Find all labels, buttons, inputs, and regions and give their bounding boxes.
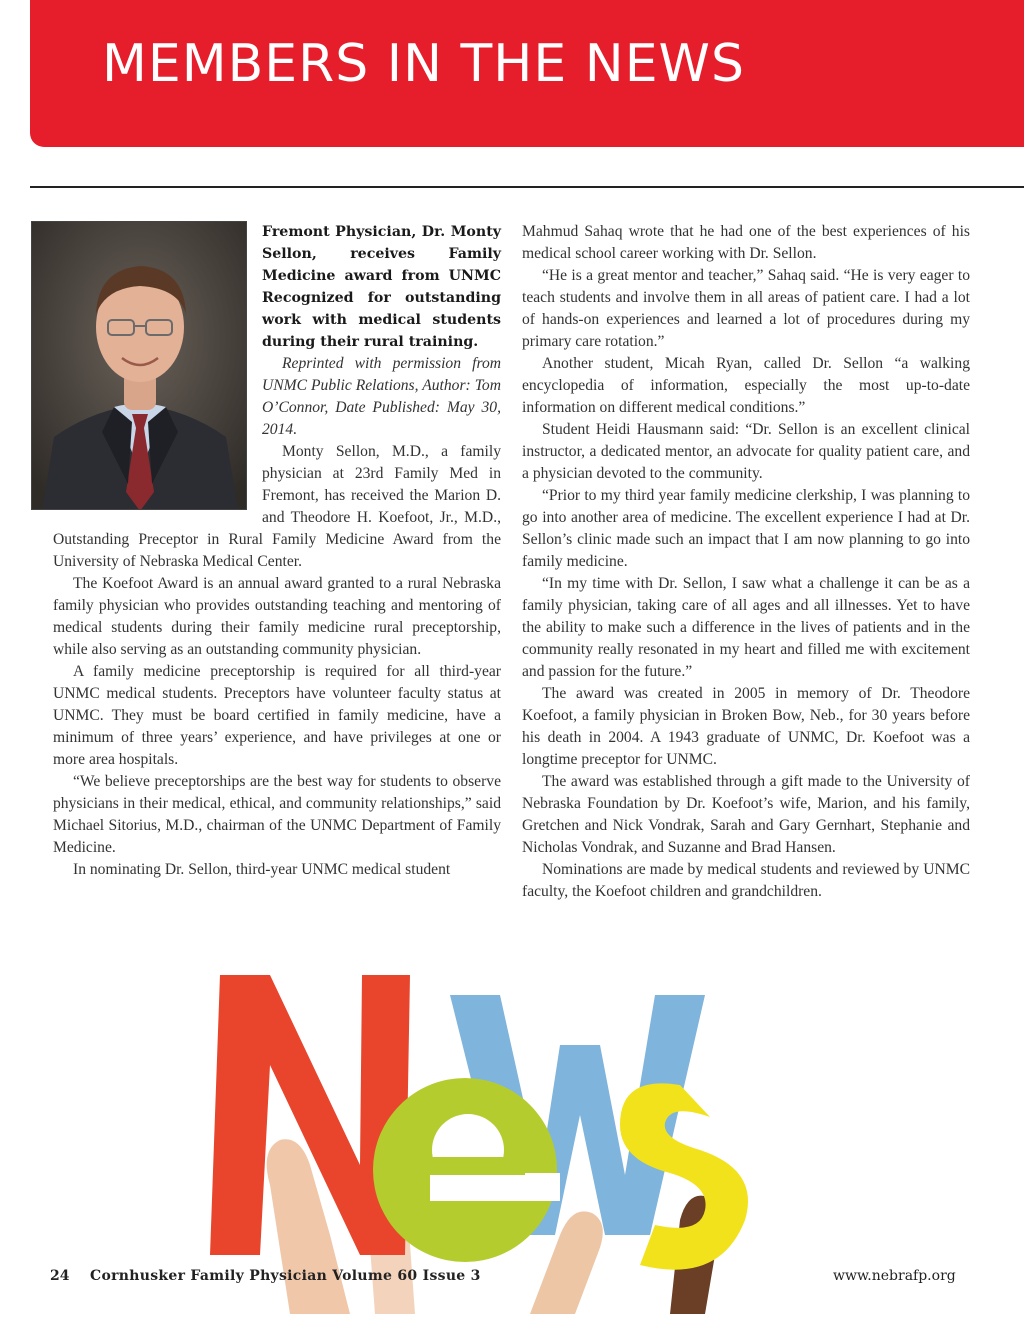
article-paragraph: Another student, Micah Ryan, called Dr. Sellon “a walking encyclopedia of information, especially the most up-to-date information on different medical conditions.” bbox=[522, 355, 970, 416]
news-illustration bbox=[200, 935, 800, 1314]
article-paragraph: “We believe preceptorships are the best way for students to observe physicians in their medical, ethical, and community relationships,” said Michael Sitorius, M.D., chairman of the UNMC Department of Family Medicine. bbox=[53, 773, 501, 856]
article-paragraph: Student Heidi Hausmann said: “Dr. Sellon is an excellent clinical instructor, a dedicated mentor, an advocate for quality patient care, and a physician devoted to the community. bbox=[522, 421, 970, 482]
page-footer bbox=[0, 1262, 1024, 1292]
page-title: MEMBERS IN THE NEWS bbox=[102, 34, 745, 94]
header-banner bbox=[30, 0, 1024, 147]
article-paragraph: The Koefoot Award is an annual award granted to a rural Nebraska family physician who provides outstanding teaching and mentoring of medical students during their family medicine rural preceptorship, while also serving as an outstanding community physician. bbox=[53, 575, 501, 658]
article-headline: Fremont Physician, Dr. Monty Sellon, receives Family Medicine award from UNMC Recognized for outstanding work with medical students during their rural training. bbox=[262, 224, 501, 350]
article-paragraph: “Prior to my third year family medicine clerkship, I was planning to go into another area of medicine. The excellent experience I had at Dr. Sellon’s clinic made such an impact that I am now planning to go into family medicine. bbox=[522, 487, 970, 570]
article-paragraph: The award was established through a gift made to the University of Nebraska Foundation by Dr. Koefoot’s wife, Marion, and his family, Gretchen and Nick Vondrak, Sarah and Gary Gernhart, Stephanie and Nicholas Vondrak, and Suzanne and Brad Hansen. bbox=[522, 773, 970, 856]
header-divider bbox=[30, 186, 1024, 188]
news-letters-artwork bbox=[200, 935, 800, 1314]
portrait-photo bbox=[31, 221, 247, 510]
article-paragraph: Mahmud Sahaq wrote that he had one of the best experiences of his medical school career working with Dr. Sellon. bbox=[522, 223, 970, 262]
article-left-column bbox=[53, 221, 501, 881]
article-paragraph: “In my time with Dr. Sellon, I saw what a challenge it can be as a family physician, taking care of all ages and all illnesses. Yet to have the ability to make such a difference in the lives of patients and in the community really resonated in my heart and filled me with excitement and passion for the future.” bbox=[522, 575, 970, 680]
article-paragraph: The award was created in 2005 in memory of Dr. Theodore Koefoot, a family physician in Broken Bow, Neb., for 30 years before his death in 2004. A 1943 graduate of UNMC, Dr. Koefoot was a longtime preceptor for UNMC. bbox=[522, 685, 970, 768]
article-paragraph: A family medicine preceptorship is required for all third-year UNMC medical students. Preceptors have volunteer faculty status at UNMC. They must be board certified in family medicine, have a minimum of three years’ experience, and have privileges at one or more area hospitals. bbox=[53, 663, 501, 768]
publication-name: Cornhusker Family Physician Volume 60 Issue 3 bbox=[90, 1268, 481, 1284]
article-paragraph: In nominating Dr. Sellon, third-year UNMC medical student bbox=[73, 861, 451, 878]
article-paragraph: Nominations are made by medical students and reviewed by UNMC faculty, the Koefoot children and grandchildren. bbox=[522, 861, 970, 900]
article-credit: Reprinted with permission from UNMC Public Relations, Author: Tom O’Connor, Date Published: May 30, 2014. bbox=[262, 355, 501, 438]
article-right-column bbox=[522, 221, 970, 903]
website-link[interactable]: www.nebrafp.org bbox=[833, 1268, 956, 1284]
article-paragraph: “He is a great mentor and teacher,” Sahaq said. “He is very eager to teach students and involve them in all areas of patient care. I had a lot of hands-on experiences and learned a lot of procedures during my primary care rotation.” bbox=[522, 267, 970, 350]
article-paragraph: Monty Sellon, M.D., a family physician at 23rd Family Med in Fremont, has received the Marion D. and Theodore H. Koefoot, Jr., M.D., Outstanding Preceptor in Rural Family Medicine Award from the University of Nebraska Medical Center. bbox=[53, 443, 501, 570]
page-number: 24 bbox=[50, 1268, 70, 1284]
portrait-illustration bbox=[32, 222, 247, 510]
